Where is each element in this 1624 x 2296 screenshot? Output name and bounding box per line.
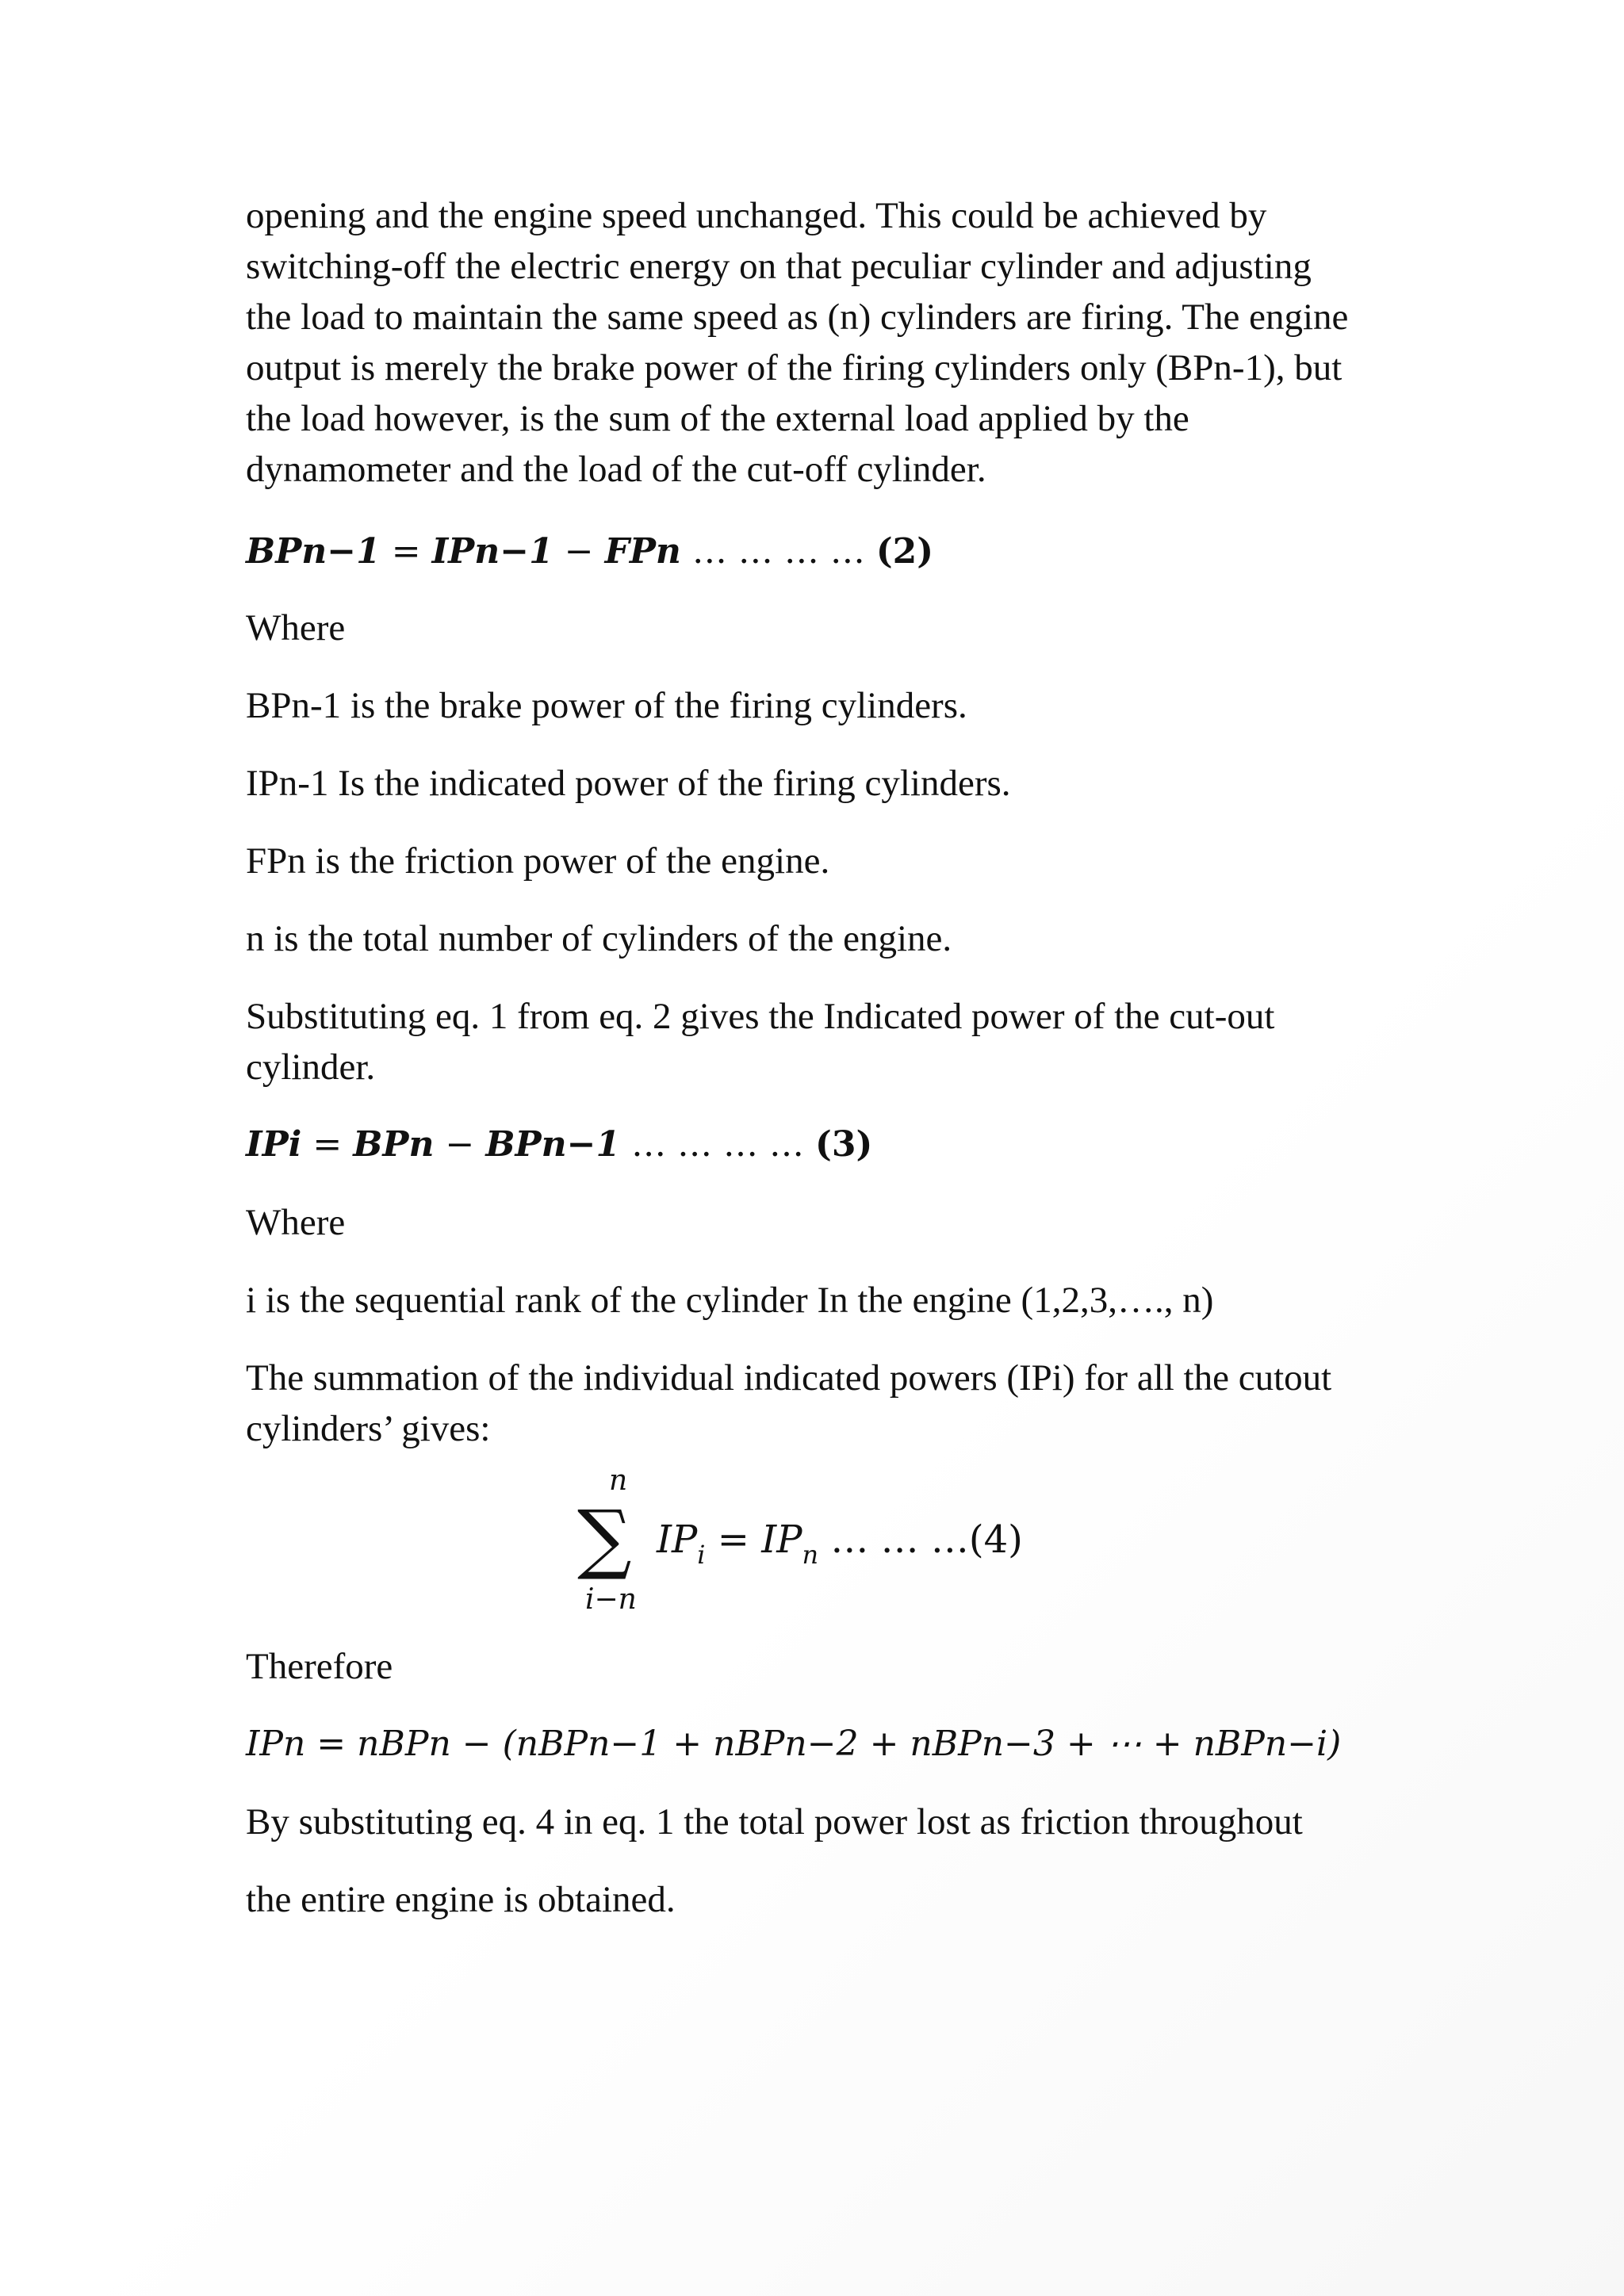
- eq3-number: (3): [815, 1124, 873, 1165]
- eq4-rhs: IP: [761, 1517, 802, 1562]
- eq2-number: (2): [875, 531, 934, 572]
- eq3-dots: … … … …: [620, 1124, 816, 1165]
- conclusion-line-2: the entire engine is obtained.: [246, 1879, 676, 1920]
- eq3-minus: −: [434, 1124, 486, 1165]
- conclusion-line-1: By substituting eq. 4 in eq. 1 the total power lost as friction throughout: [246, 1801, 1303, 1843]
- definition-n: n is the total number of cylinders of the engine.: [246, 918, 952, 959]
- where-label-2: Where: [246, 1202, 346, 1243]
- therefore-label: Therefore: [246, 1646, 393, 1687]
- summation-line: The summation of the individual indicated powers (IPi) for all the cutout: [246, 1357, 1332, 1399]
- definition-bpn1: BPn-1 is the brake power of the firing cylinders.: [246, 685, 967, 726]
- eq4-number: (4): [968, 1517, 1023, 1562]
- intro-line: opening and the engine speed unchanged. This could be achieved by: [246, 195, 1267, 236]
- substituting-paragraph: [246, 991, 1396, 1093]
- substituting-line: Substituting eq. 1 from eq. 2 gives the Indicated power of the cut-out: [246, 996, 1275, 1037]
- eq2-lhs: BPn−1: [246, 531, 381, 572]
- eq2-equals: =: [380, 531, 432, 572]
- sum-lower-limit: i−n: [585, 1583, 637, 1616]
- summation-symbol: ∑: [577, 1494, 632, 1582]
- eq3-equals: =: [301, 1124, 354, 1165]
- eq3-lhs: IPi: [246, 1124, 302, 1165]
- eq4-lhs-subscript: i: [697, 1540, 706, 1570]
- substituting-line: cylinder.: [246, 1047, 376, 1088]
- eq3-term2: BPn−1: [485, 1124, 621, 1165]
- eq2-term2: FPn: [604, 531, 681, 572]
- eq4-equals: =: [705, 1517, 762, 1562]
- equation-4: [571, 1465, 1047, 1624]
- definition-i: i is the sequential rank of the cylinder In the engine (1,2,3,…., n): [246, 1280, 1214, 1321]
- definition-fpn: FPn is the friction power of the engine.: [246, 840, 830, 882]
- intro-paragraph: [246, 190, 1396, 495]
- eq4-rhs-subscript: n: [802, 1540, 819, 1570]
- eq4-dots: … … …: [818, 1517, 969, 1562]
- eq2-dots: … … … …: [680, 531, 876, 572]
- eq2-term1: IPn−1: [431, 531, 553, 572]
- eq2-minus: −: [553, 531, 605, 572]
- eq3-term1: BPn: [353, 1124, 435, 1165]
- intro-line: switching-off the electric energy on that peculiar cylinder and adjusting: [246, 246, 1312, 287]
- definition-ipn1: IPn-1 Is the indicated power of the firing cylinders.: [246, 763, 1011, 804]
- intro-line: the load to maintain the same speed as (n) cylinders are firing. The engine: [246, 297, 1349, 338]
- intro-line: output is merely the brake power of the firing cylinders only (BPn-1), but: [246, 347, 1342, 388]
- equation-2: [246, 526, 1396, 577]
- summation-line: cylinders’ gives:: [246, 1408, 491, 1449]
- intro-line: dynamometer and the load of the cut-off cylinder.: [246, 449, 986, 490]
- eq4-body: [657, 1514, 1023, 1580]
- intro-line: the load however, is the sum of the external load applied by the: [246, 398, 1189, 439]
- where-label: Where: [246, 607, 346, 649]
- equation-5: IPn = nBPn − (nBPn−1 + nBPn−2 + nBPn−3 + ⋯ + nBPn−i): [246, 1724, 1342, 1764]
- eq4-lhs: IP: [657, 1517, 698, 1562]
- summation-paragraph: [246, 1353, 1396, 1454]
- equation-3: [246, 1119, 1396, 1170]
- sum-upper-limit: n: [609, 1464, 628, 1497]
